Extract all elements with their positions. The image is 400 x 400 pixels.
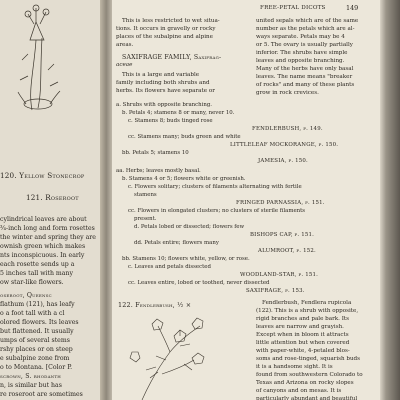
- key-result: JAMESIA, p. 150.: [258, 158, 308, 164]
- left-text-line: nts inconspicuous. In early: [0, 252, 85, 259]
- key-line: c. Stamens 8; buds tinged rose: [128, 118, 213, 124]
- left-text-line: cylindrical leaves are about: [0, 216, 87, 223]
- left-text-line: olored flowers. Its leaves: [0, 319, 79, 326]
- right-col-line: or 5. The ovary is usually partially: [256, 42, 353, 48]
- key-line: dd. Petals entire; flowers many: [134, 240, 219, 246]
- right-col-line: ways separate. Petals may be 4: [256, 34, 345, 40]
- left-text-line: re roseroot are sometimes: [0, 391, 83, 398]
- right-col-line: number as the petals which are al-: [256, 26, 355, 32]
- key-result: SAXIFRAGE, p. 153.: [246, 288, 305, 294]
- running-head: FREE-PETAL DICOTS: [260, 5, 326, 11]
- key-line: present.: [134, 216, 157, 222]
- right-col-line: inferior. The shrubs have simple: [256, 50, 348, 56]
- left-text-line: each rosette sends up a: [0, 261, 75, 268]
- left-text-line: rshy places or on steep: [0, 346, 73, 353]
- right-page: [112, 0, 380, 400]
- left-text-line: scrown, S. rhodanth: [0, 373, 61, 380]
- family-heading-cont: aceae: [116, 62, 133, 68]
- entry-line: found from southwestern Colorado to: [256, 372, 363, 378]
- key-line: cc. Stamens many; buds green and white: [128, 134, 241, 140]
- left-caption-120: 120. Yellow Stonecrop: [0, 171, 85, 180]
- entry-line: Texas and Arizona on rocky slopes: [256, 380, 354, 386]
- key-line: stamens: [134, 192, 157, 198]
- family-heading: SAXIFRAGE FAMILY, Saxifrag-: [122, 54, 222, 61]
- left-caption-121: 121. Roseroot: [26, 193, 79, 202]
- stonecrop-illustration: [8, 0, 68, 120]
- intro-line: areas.: [116, 42, 134, 48]
- key-line: aa. Herbs; leaves mostly basal.: [116, 168, 201, 174]
- key-line: a. Shrubs with opposite branching.: [116, 102, 212, 108]
- page-number: 149: [346, 4, 359, 12]
- key-result: FENDLERBUSH, p. 149.: [252, 126, 323, 132]
- key-line: cc. Leaves entire, lobed or toothed, never dissected: [128, 280, 270, 286]
- key-result: LITTLELEAF MOCKORANGE, p. 150.: [230, 142, 339, 148]
- right-col-line: Many of the herbs have only basal: [256, 66, 354, 72]
- right-col-line: leaves. The name means "breaker: [256, 74, 353, 80]
- entry-line: particularly abundant and beautiful: [256, 396, 358, 400]
- left-text-line: n, is similar but has: [0, 382, 62, 389]
- key-line: c. Leaves and petals dissected: [128, 264, 211, 270]
- figure-caption: 122. Fendlerbush, ½ ×: [118, 301, 192, 309]
- entry-line: (122). This is a shrub with opposite,: [256, 308, 359, 314]
- left-text-line: 5 inches tall with many: [0, 270, 73, 277]
- entry-line: of canyons and on mesas. It is: [256, 388, 342, 394]
- key-line: bb. Stamens 10; flowers white, yellow, or rose.: [122, 256, 250, 262]
- key-line: bb. Petals 5; stamens 10: [122, 150, 189, 156]
- key-result: BISHOPS CAP, p. 151.: [250, 232, 315, 238]
- entry-line: little attention but when covered: [256, 340, 350, 346]
- key-line: d. Petals lobed or dissected; flowers few: [134, 224, 245, 230]
- left-page: [0, 0, 104, 400]
- left-text-line: umps of several stems: [0, 337, 70, 344]
- left-text-line: ow star-like flowers.: [0, 279, 64, 286]
- right-col-line: grow in rock crevices.: [256, 90, 319, 96]
- key-result: ALUMROOT, p. 152.: [258, 248, 316, 254]
- entry-line: leaves are narrow and grayish.: [256, 324, 344, 330]
- entry-line: Except when in bloom it attracts: [256, 332, 349, 338]
- key-line: b. Stamens 4 or 5; flowers white or greenish.: [122, 176, 246, 182]
- intro-line: places of the subalpine and alpine: [116, 34, 213, 40]
- right-col-line: of rocks" and many of these plants: [256, 82, 355, 88]
- key-line: c. Flowers solitary; clusters of filaments alternating with fertile: [128, 184, 302, 190]
- left-text-line: but flattened. It usually: [0, 328, 74, 335]
- entry-line: it is a handsome sight. It is: [256, 364, 333, 370]
- left-text-line: o to Montana. [Color P.: [0, 364, 73, 371]
- left-text-line: ¾-inch long and form rosettes: [0, 225, 95, 232]
- key-line: b. Petals 4; stamens 8 or many, never 10.: [122, 110, 235, 116]
- fendlerbush-illustration: [122, 312, 232, 400]
- left-text-line: o a foot tall with a cl: [0, 310, 65, 317]
- left-text-line: e subalpine zone from: [0, 355, 70, 362]
- left-text-line: flathum (121), has leafy: [0, 301, 75, 308]
- entry-line: with paper-white, 4-petaled blos-: [256, 348, 350, 354]
- right-col-line: leaves and opposite branching.: [256, 58, 345, 64]
- intro-line: tions. It occurs in gravelly or rocky: [116, 26, 216, 32]
- entry-line: Fendlerbush, Fendlera rupicola: [262, 300, 352, 306]
- entry-line: soms and rose-tinged, squarish buds: [256, 356, 361, 362]
- key-line: cc. Flowers in elongated clusters; no clusters of sterile filaments: [128, 208, 306, 214]
- page-edge: [380, 0, 400, 400]
- key-result: WOODLAND-STAR, p. 151.: [240, 272, 319, 278]
- family-line: This is a large and variable: [122, 72, 200, 78]
- entry-line: rigid branches and pale bark. Its: [256, 316, 350, 322]
- right-col-line: united sepals which are of the same: [256, 18, 359, 24]
- key-result: FRINGED PARNASSIA, p. 151.: [236, 200, 325, 206]
- intro-line: This is less restricted to wet situa-: [122, 18, 220, 24]
- left-text-line: the winter and spring they are: [0, 234, 96, 241]
- family-line: herbs. Its flowers have separate or: [116, 88, 215, 94]
- left-text-line: oseroot, Queensc: [0, 292, 52, 299]
- left-text-line: ownish green which makes: [0, 243, 86, 250]
- family-line: family including both shrubs and: [116, 80, 210, 86]
